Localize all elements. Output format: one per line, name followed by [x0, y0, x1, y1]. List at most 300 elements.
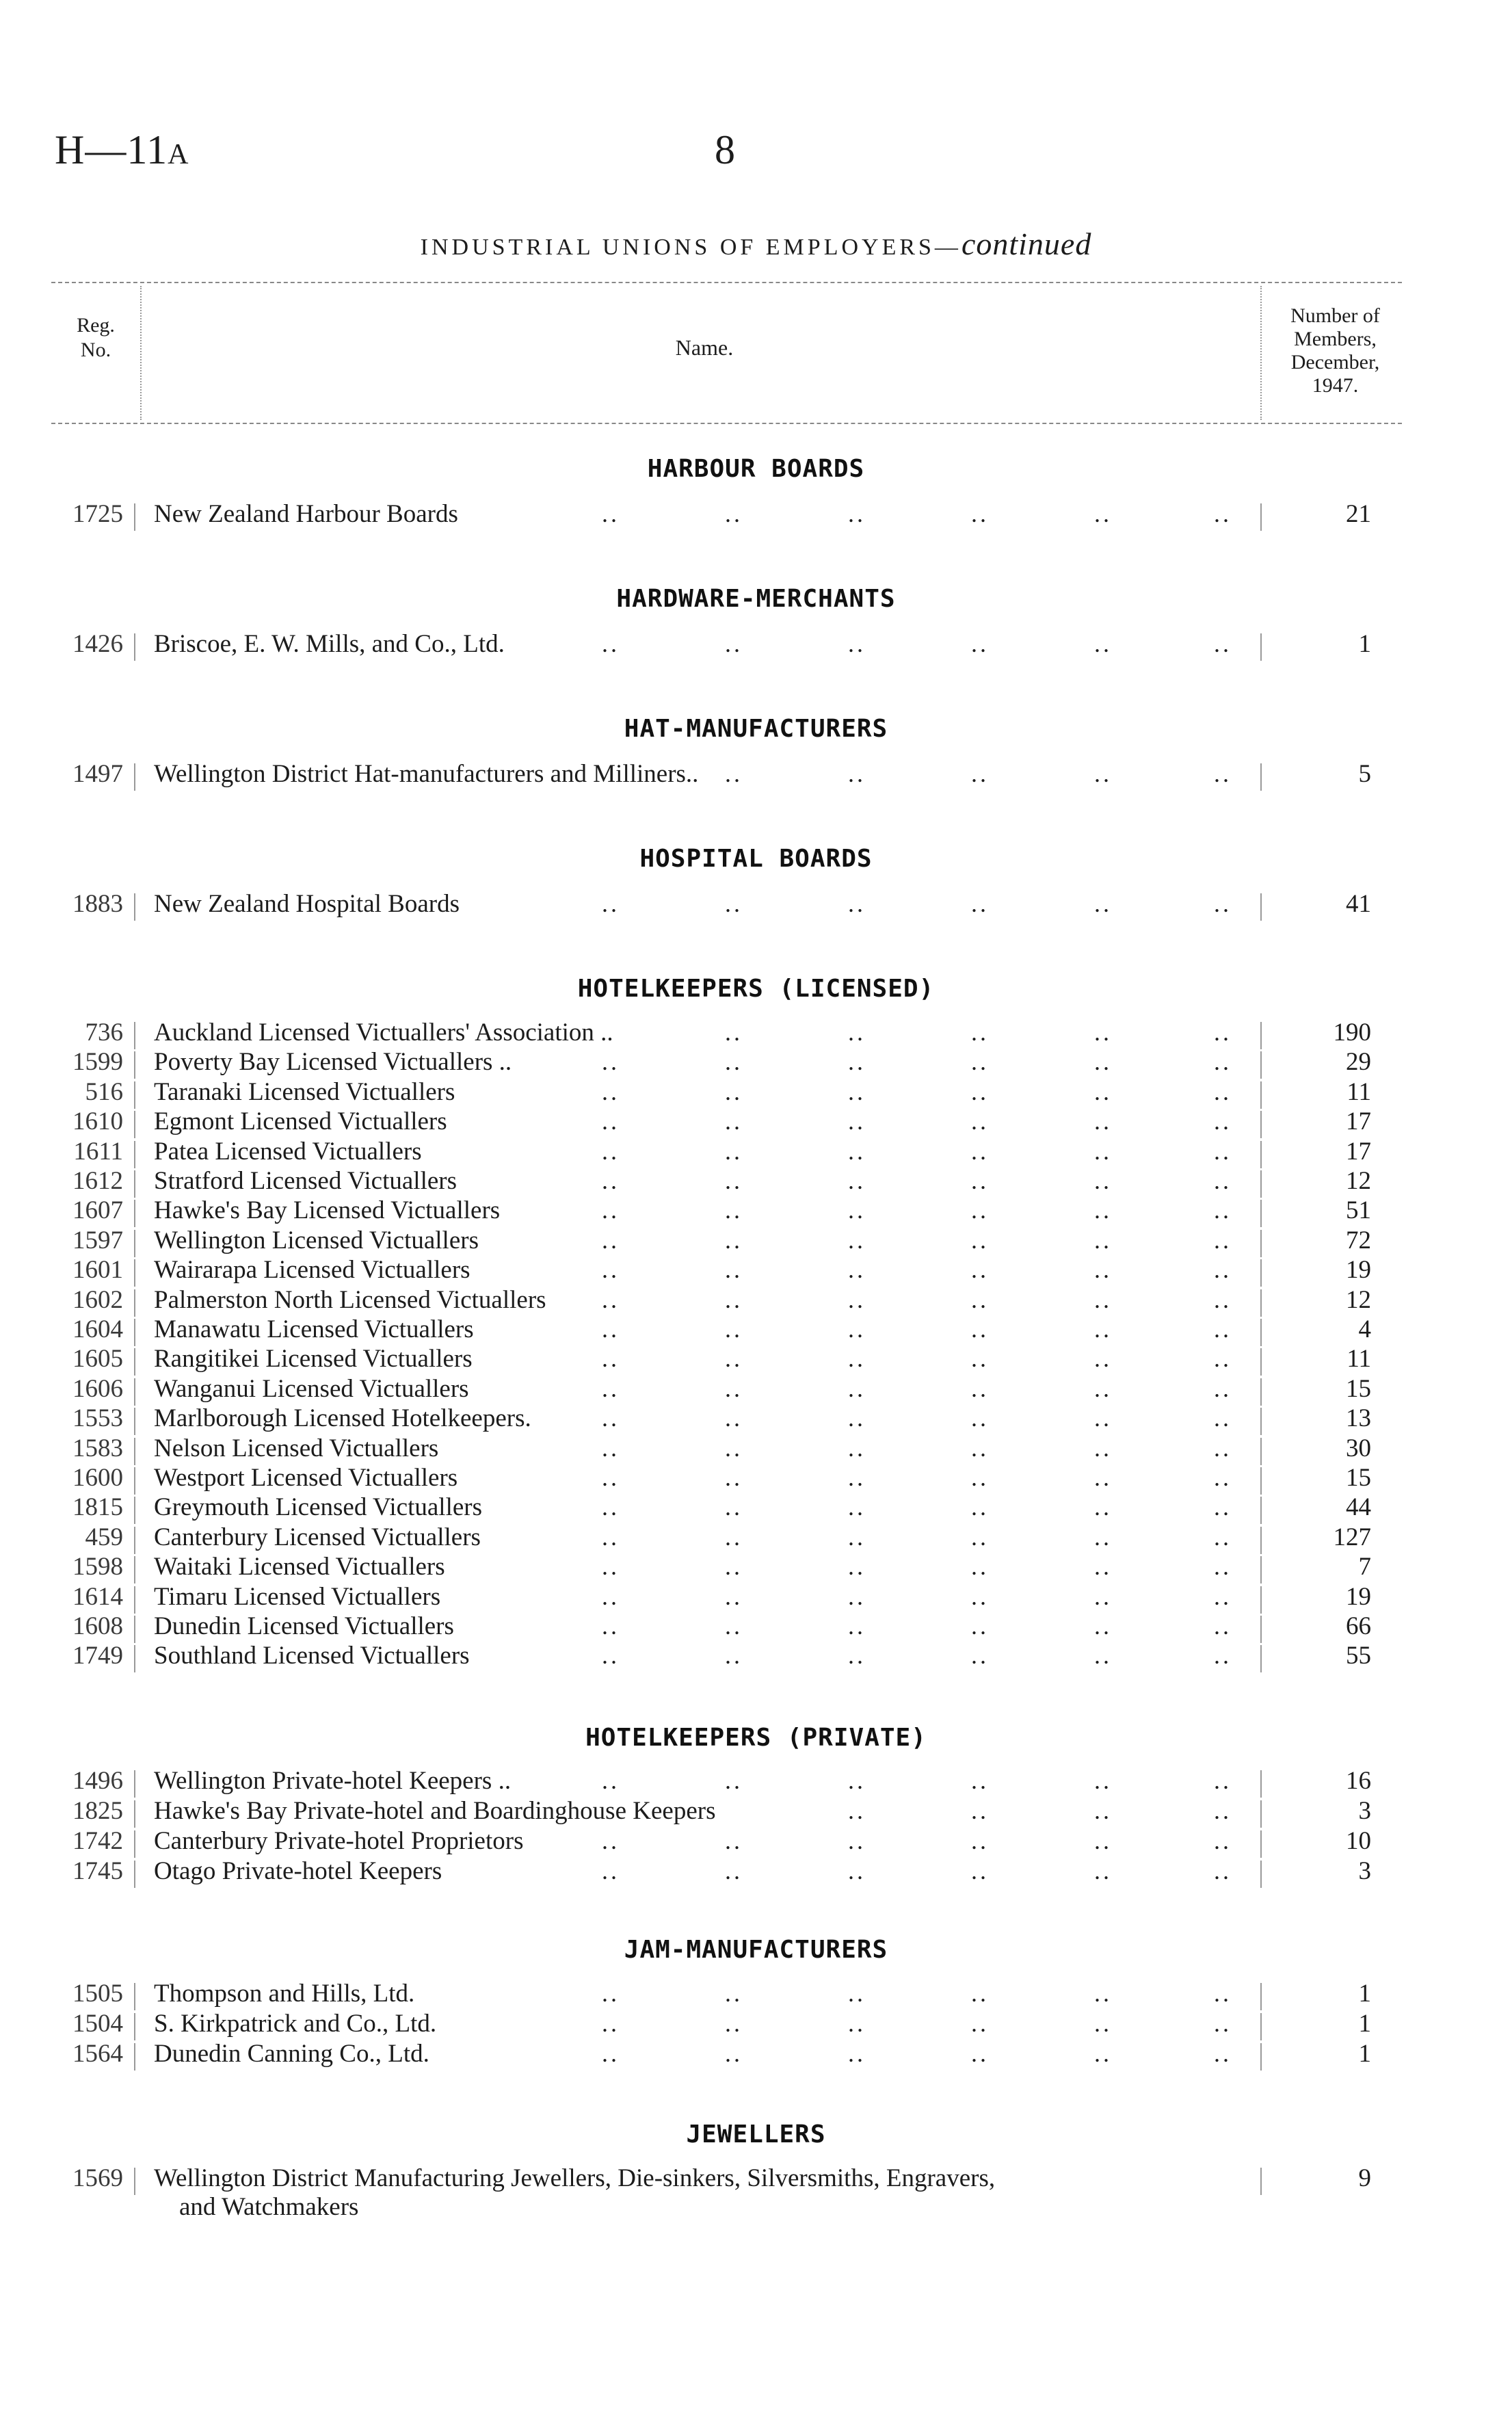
union-name: Taranaki Licensed Victuallers — [154, 1078, 455, 1106]
column-divider — [134, 1289, 135, 1317]
union-name: New Zealand Hospital Boards — [154, 890, 460, 918]
table-row — [0, 1612, 1512, 1642]
leader-dots: .. — [848, 1827, 866, 1854]
leader-dots: .. — [848, 1138, 866, 1165]
column-divider — [1260, 1616, 1262, 1643]
leader-dots: .. — [1094, 1107, 1112, 1135]
union-name: Egmont Licensed Victuallers — [154, 1107, 447, 1135]
leader-dots: .. — [725, 1226, 743, 1254]
union-name: Southland Licensed Victuallers — [154, 1642, 470, 1670]
table-row — [0, 1226, 1512, 1256]
union-name: Canterbury Licensed Victuallers — [154, 1523, 481, 1551]
member-count: 17 — [1346, 1107, 1371, 1135]
column-divider — [134, 1378, 135, 1406]
leader-dots: .. — [602, 1434, 620, 1462]
reg-number: 1606 — [72, 1375, 123, 1403]
leader-dots: .. — [971, 1167, 989, 1194]
reg-number: 1608 — [72, 1612, 123, 1640]
union-name: Rangitikei Licensed Victuallers — [154, 1345, 473, 1373]
column-divider — [1260, 893, 1262, 921]
leader-dots: .. — [1214, 1583, 1232, 1610]
page-identifier — [55, 127, 189, 174]
leader-dots: .. — [1214, 1493, 1232, 1521]
leader-dots: .. — [1214, 500, 1232, 527]
leader-dots: .. — [1214, 1138, 1232, 1165]
leader-dots: .. — [848, 1493, 866, 1521]
reg-number: 1749 — [72, 1642, 123, 1670]
leader-dots: .. — [602, 1138, 620, 1165]
reg-number: 1602 — [72, 1286, 123, 1314]
table-header-rule — [51, 423, 1402, 424]
section-title: JEWELLERS — [686, 2120, 826, 2148]
leader-dots: .. — [971, 1434, 989, 1462]
leader-dots: .. — [1214, 1107, 1232, 1135]
leader-dots: .. — [1094, 1019, 1112, 1046]
column-divider — [1260, 1348, 1262, 1376]
leader-dots: .. — [725, 1434, 743, 1462]
member-count: 51 — [1346, 1196, 1371, 1224]
leader-dots: .. — [602, 1553, 620, 1580]
leader-dots: .. — [971, 1138, 989, 1165]
column-divider — [1260, 1556, 1262, 1583]
member-count: 127 — [1333, 1523, 1371, 1551]
leader-dots: .. — [848, 1345, 866, 1372]
leader-dots: .. — [602, 1196, 620, 1224]
column-divider — [1260, 1141, 1262, 1168]
leader-dots: .. — [1094, 1464, 1112, 1491]
leader-dots: .. — [971, 1048, 989, 1075]
leader-dots: .. — [971, 1980, 989, 2007]
leader-dots: .. — [971, 760, 989, 787]
table-row — [0, 629, 1512, 659]
leader-dots: .. — [848, 1612, 866, 1640]
reg-number: 1614 — [72, 1583, 123, 1611]
reg-number: 1597 — [72, 1226, 123, 1254]
leader-dots: .. — [725, 1196, 743, 1224]
leader-dots: .. — [1214, 1464, 1232, 1491]
leader-dots: .. — [1214, 1642, 1232, 1669]
member-count: 190 — [1333, 1019, 1371, 1047]
leader-dots: .. — [725, 1167, 743, 1194]
leader-dots: .. — [725, 1583, 743, 1610]
union-name: Westport Licensed Victuallers — [154, 1464, 458, 1492]
member-count: 17 — [1346, 1138, 1371, 1166]
column-divider — [134, 1497, 135, 1524]
leader-dots: .. — [602, 1226, 620, 1254]
leader-dots: .. — [971, 1767, 989, 1794]
leader-dots: .. — [971, 500, 989, 527]
leader-dots: .. — [725, 1375, 743, 1402]
leader-dots: .. — [848, 1167, 866, 1194]
column-divider — [134, 1645, 135, 1672]
leader-dots: .. — [1094, 1523, 1112, 1551]
leader-dots: .. — [1214, 1315, 1232, 1343]
leader-dots: .. — [1094, 2010, 1112, 2037]
leader-dots: .. — [602, 1107, 620, 1135]
leader-dots: .. — [1094, 1553, 1112, 1580]
leader-dots: .. — [971, 1404, 989, 1432]
leader-dots: .. — [602, 1612, 620, 1640]
leader-dots: .. — [971, 1493, 989, 1521]
leader-dots: .. — [1094, 890, 1112, 917]
table-row — [0, 1315, 1512, 1345]
column-divider — [1260, 1111, 1262, 1138]
leader-dots: .. — [602, 890, 620, 917]
leader-dots: .. — [725, 1523, 743, 1551]
member-count: 30 — [1346, 1434, 1371, 1462]
page-subtitle — [0, 226, 1512, 262]
column-divider — [134, 1141, 135, 1168]
table-row — [0, 1796, 1512, 1826]
table-row — [0, 1641, 1512, 1671]
table-row — [0, 1493, 1512, 1523]
column-divider — [1260, 1378, 1262, 1406]
section-title: HOTELKEEPERS (PRIVATE) — [585, 1724, 927, 1752]
leader-dots: .. — [1214, 1375, 1232, 1402]
leader-dots: .. — [848, 1857, 866, 1884]
reg-number: 1553 — [72, 1404, 123, 1432]
leader-dots: .. — [725, 1048, 743, 1075]
leader-dots: .. — [725, 1493, 743, 1521]
union-name: S. Kirkpatrick and Co., Ltd. — [154, 2010, 437, 2038]
column-divider — [134, 1319, 135, 1346]
leader-dots: .. — [971, 1642, 989, 1669]
column-divider — [134, 1770, 135, 1798]
leader-dots: .. — [725, 890, 743, 917]
leader-dots: .. — [602, 1857, 620, 1884]
leader-dots: .. — [725, 760, 743, 787]
union-name: Waitaki Licensed Victuallers — [154, 1553, 445, 1581]
column-divider — [134, 1051, 135, 1079]
table-row — [0, 1344, 1512, 1374]
union-name: Nelson Licensed Victuallers — [154, 1434, 439, 1462]
union-name: Marlborough Licensed Hotelkeepers. — [154, 1404, 531, 1432]
leader-dots: .. — [971, 1464, 989, 1491]
leader-dots: .. — [725, 1256, 743, 1283]
leader-dots: .. — [848, 1523, 866, 1551]
column-divider — [1260, 1200, 1262, 1227]
member-count: 3 — [1358, 1797, 1371, 1825]
leader-dots: .. — [848, 1553, 866, 1580]
leader-dots: .. — [848, 1767, 866, 1794]
leader-dots: .. — [1094, 630, 1112, 657]
leader-dots: .. — [1094, 1767, 1112, 1794]
member-count: 16 — [1346, 1767, 1371, 1795]
member-count: 19 — [1346, 1256, 1371, 1284]
reg-number: 1610 — [72, 1107, 123, 1135]
table-row — [0, 1434, 1512, 1464]
reg-number: 1742 — [72, 1827, 123, 1855]
leader-dots: .. — [602, 500, 620, 527]
reg-number: 516 — [85, 1078, 123, 1106]
column-divider — [134, 1861, 135, 1888]
reg-number: 1604 — [72, 1315, 123, 1343]
column-divider — [134, 1616, 135, 1643]
leader-dots: .. — [1214, 1226, 1232, 1254]
column-divider — [134, 2168, 135, 2195]
union-name: Wellington District Manufacturing Jewellers, Die-sinkers, Silversmiths, Engravers, — [154, 2164, 996, 2192]
column-divider — [134, 1527, 135, 1554]
leader-dots: .. — [848, 1642, 866, 1669]
column-divider — [1260, 2013, 1262, 2040]
leader-dots: .. — [1094, 1434, 1112, 1462]
leader-dots: .. — [848, 760, 866, 787]
leader-dots: .. — [971, 1375, 989, 1402]
leader-dots: .. — [725, 1138, 743, 1165]
leader-dots: .. — [1214, 1048, 1232, 1075]
column-divider — [134, 1111, 135, 1138]
column-divider — [1260, 1770, 1262, 1798]
column-divider — [1260, 763, 1262, 791]
table-row — [0, 1018, 1512, 1048]
leader-dots: .. — [848, 1464, 866, 1491]
member-count: 9 — [1358, 2164, 1371, 2192]
reg-number: 1600 — [72, 1464, 123, 1492]
leader-dots: .. — [1214, 1827, 1232, 1854]
leader-dots: .. — [971, 630, 989, 657]
leader-dots: .. — [602, 1464, 620, 1491]
column-divider — [134, 503, 135, 531]
leader-dots: .. — [725, 2010, 743, 2037]
leader-dots: .. — [602, 1767, 620, 1794]
leader-dots: .. — [1214, 1523, 1232, 1551]
reg-number: 1725 — [72, 500, 123, 528]
leader-dots: .. — [1094, 1167, 1112, 1194]
column-divider — [134, 1467, 135, 1495]
table-row — [0, 1285, 1512, 1315]
leader-dots: .. — [725, 1107, 743, 1135]
union-name: Otago Private-hotel Keepers — [154, 1857, 442, 1885]
leader-dots: .. — [725, 1980, 743, 2007]
column-divider — [1260, 2043, 1262, 2071]
leader-dots: .. — [1214, 630, 1232, 657]
member-count: 15 — [1346, 1375, 1371, 1403]
leader-dots: .. — [725, 500, 743, 527]
leader-dots: .. — [602, 1315, 620, 1343]
union-name: Wellington Private-hotel Keepers .. — [154, 1767, 512, 1795]
leader-dots: .. — [971, 1345, 989, 1372]
union-name: Wanganui Licensed Victuallers — [154, 1375, 469, 1403]
leader-dots: .. — [1094, 1138, 1112, 1165]
leader-dots: .. — [971, 1256, 989, 1283]
column-divider — [1260, 1645, 1262, 1672]
column-divider — [134, 1170, 135, 1198]
member-count: 72 — [1346, 1226, 1371, 1254]
leader-dots: .. — [971, 890, 989, 917]
reg-number: 1569 — [72, 2164, 123, 2192]
leader-dots: .. — [725, 1857, 743, 1884]
member-count: 41 — [1346, 890, 1371, 918]
column-divider — [134, 1259, 135, 1287]
leader-dots: .. — [971, 2010, 989, 2037]
leader-dots: .. — [1214, 1767, 1232, 1794]
leader-dots: .. — [971, 1797, 989, 1824]
leader-dots: .. — [1214, 1553, 1232, 1580]
union-name-continued: and Watchmakers — [179, 2193, 359, 2221]
table-row — [0, 1077, 1512, 1107]
leader-dots: .. — [848, 2010, 866, 2037]
leader-dots: .. — [602, 1078, 620, 1105]
member-count: 11 — [1347, 1345, 1371, 1373]
column-divider — [134, 1081, 135, 1109]
column-divider — [134, 1556, 135, 1583]
table-row — [0, 1047, 1512, 1077]
leader-dots: .. — [1094, 1980, 1112, 2007]
leader-dots: .. — [725, 1404, 743, 1432]
union-name: Wellington Licensed Victuallers — [154, 1226, 479, 1254]
table-row — [0, 1196, 1512, 1226]
leader-dots: .. — [602, 1493, 620, 1521]
leader-dots: .. — [725, 2040, 743, 2067]
union-name: Dunedin Canning Co., Ltd. — [154, 2040, 429, 2068]
column-divider — [134, 1830, 135, 1858]
leader-dots: .. — [1094, 1286, 1112, 1313]
leader-dots: .. — [1214, 1256, 1232, 1283]
table-row — [0, 499, 1512, 529]
leader-dots: .. — [602, 1523, 620, 1551]
leader-dots: .. — [1094, 1827, 1112, 1854]
leader-dots: .. — [848, 1797, 866, 1824]
leader-dots: .. — [1214, 2040, 1232, 2067]
table-top-rule — [51, 282, 1402, 283]
leader-dots: .. — [1214, 1797, 1232, 1824]
table-row — [0, 1255, 1512, 1285]
leader-dots: .. — [848, 630, 866, 657]
reg-number: 1426 — [72, 630, 123, 658]
leader-dots: .. — [602, 2040, 620, 2067]
leader-dots: .. — [848, 1583, 866, 1610]
table-row — [0, 1979, 1512, 2009]
leader-dots: .. — [602, 1827, 620, 1854]
column-divider — [1260, 1081, 1262, 1109]
reg-number: 1505 — [72, 1980, 123, 2008]
reg-number: 1564 — [72, 2040, 123, 2068]
member-count: 1 — [1358, 2040, 1371, 2068]
column-divider — [1260, 1983, 1262, 2010]
reg-number: 1497 — [72, 760, 123, 788]
leader-dots: .. — [725, 1553, 743, 1580]
member-count: 13 — [1346, 1404, 1371, 1432]
section-title: HOTELKEEPERS (LICENSED) — [577, 975, 935, 1003]
table-row — [0, 1107, 1512, 1137]
member-count: 1 — [1358, 630, 1371, 658]
column-divider — [134, 893, 135, 921]
leader-dots: .. — [602, 1642, 620, 1669]
table-row — [0, 2164, 1512, 2221]
reg-number: 459 — [85, 1523, 123, 1551]
leader-dots: .. — [1214, 2010, 1232, 2037]
section-title: HOSPITAL BOARDS — [639, 845, 873, 873]
member-count: 1 — [1358, 2010, 1371, 2038]
member-count: 19 — [1346, 1583, 1371, 1611]
reg-number: 1612 — [72, 1167, 123, 1195]
member-count: 5 — [1358, 760, 1371, 788]
page-id-suffix: A — [168, 139, 189, 170]
leader-dots: .. — [1094, 1612, 1112, 1640]
leader-dots: .. — [602, 1980, 620, 2007]
leader-dots: .. — [1214, 1404, 1232, 1432]
union-name: Dunedin Licensed Victuallers — [154, 1612, 454, 1640]
leader-dots: .. — [602, 1375, 620, 1402]
section-title: HARDWARE-MERCHANTS — [616, 585, 896, 613]
leader-dots: .. — [1214, 1196, 1232, 1224]
table-row — [0, 2009, 1512, 2039]
leader-dots: .. — [1214, 1167, 1232, 1194]
leader-dots: .. — [725, 1078, 743, 1105]
column-divider — [1260, 1259, 1262, 1287]
leader-dots: .. — [1094, 1583, 1112, 1610]
union-name: Hawke's Bay Private-hotel and Boardinghouse Keepers — [154, 1797, 716, 1825]
reg-number: 1745 — [72, 1857, 123, 1885]
column-divider — [1260, 1800, 1262, 1828]
leader-dots: .. — [971, 1523, 989, 1551]
leader-dots: .. — [971, 1196, 989, 1224]
column-divider — [1260, 1527, 1262, 1554]
leader-dots: .. — [971, 1612, 989, 1640]
table-row — [0, 889, 1512, 919]
table-row — [0, 1856, 1512, 1887]
leader-dots: .. — [1094, 1196, 1112, 1224]
leader-dots: .. — [1094, 1375, 1112, 1402]
column-divider — [1260, 1230, 1262, 1257]
page-number: 8 — [715, 127, 735, 172]
leader-dots: .. — [1094, 1226, 1112, 1254]
leader-dots: .. — [848, 1256, 866, 1283]
column-divider — [1260, 1861, 1262, 1888]
column-divider — [134, 1022, 135, 1049]
header-divider-left — [140, 286, 142, 420]
leader-dots: .. — [848, 890, 866, 917]
leader-dots: .. — [602, 1404, 620, 1432]
column-divider — [134, 2013, 135, 2040]
leader-dots: .. — [971, 1315, 989, 1343]
leader-dots: .. — [1094, 2040, 1112, 2067]
leader-dots: .. — [1214, 1286, 1232, 1313]
leader-dots: .. — [1214, 760, 1232, 787]
table-row — [0, 759, 1512, 789]
column-divider — [1260, 503, 1262, 531]
leader-dots: .. — [1094, 1048, 1112, 1075]
member-count: 10 — [1346, 1827, 1371, 1855]
column-header-reg-no: Reg. No. — [77, 314, 115, 361]
leader-dots: .. — [971, 2040, 989, 2067]
leader-dots: .. — [1094, 760, 1112, 787]
leader-dots: .. — [1214, 1078, 1232, 1105]
table-row — [0, 1137, 1512, 1167]
section-title: HAT-MANUFACTURERS — [624, 715, 888, 743]
union-name: Wellington District Hat-manufacturers and Milliners.. — [154, 760, 699, 788]
table-row — [0, 1404, 1512, 1434]
union-name: Thompson and Hills, Ltd. — [154, 1980, 415, 2008]
union-name: Patea Licensed Victuallers — [154, 1138, 422, 1166]
leader-dots: .. — [848, 1196, 866, 1224]
leader-dots: .. — [1214, 1345, 1232, 1372]
member-count: 29 — [1346, 1048, 1371, 1076]
column-divider — [134, 2043, 135, 2071]
leader-dots: .. — [1094, 1078, 1112, 1105]
column-divider — [134, 1800, 135, 1828]
member-count: 66 — [1346, 1612, 1371, 1640]
section-title: HARBOUR BOARDS — [647, 455, 865, 483]
column-divider — [1260, 1319, 1262, 1346]
column-divider — [1260, 1051, 1262, 1079]
leader-dots: .. — [848, 1107, 866, 1135]
table-row — [0, 1582, 1512, 1612]
table-row — [0, 1374, 1512, 1404]
leader-dots: .. — [725, 1315, 743, 1343]
leader-dots: .. — [848, 1226, 866, 1254]
leader-dots: .. — [602, 1286, 620, 1313]
